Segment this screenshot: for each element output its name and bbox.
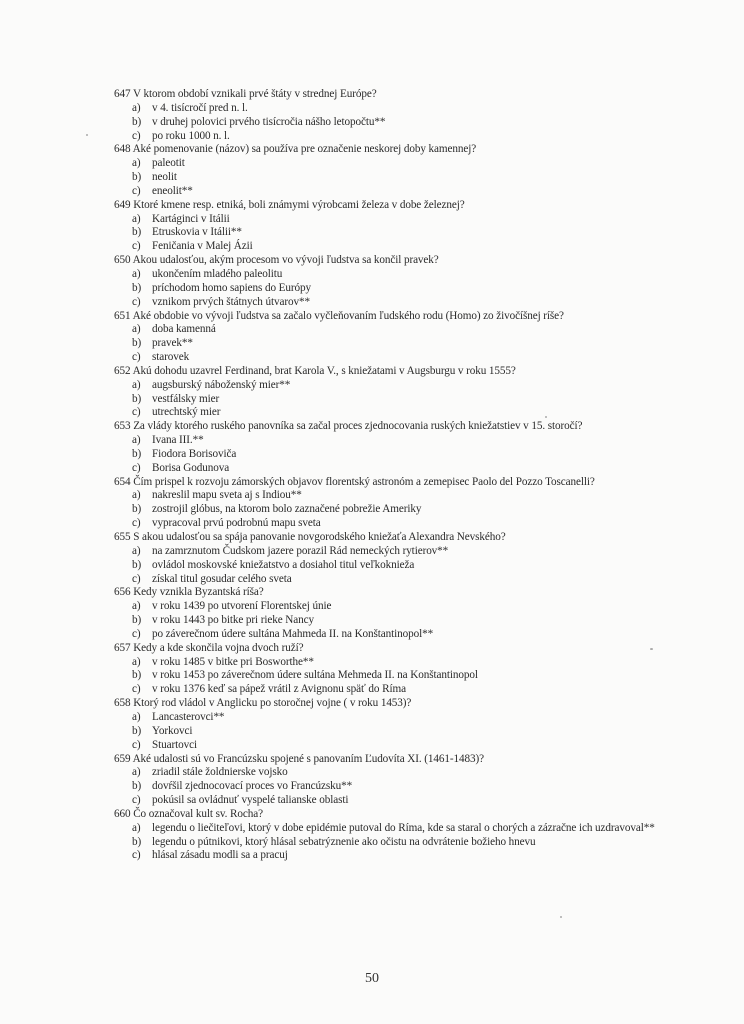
question-660 [114, 808, 674, 863]
answer-option [114, 448, 674, 462]
answer-letter: b) [132, 337, 142, 350]
answer-letter: c) [132, 351, 141, 364]
answer-text: v roku 1453 po záverečnom údere sultána Mehmeda II. na Konštantinopol [152, 669, 478, 682]
answer-text: Fiodora Borisoviča [152, 447, 237, 460]
answer-option [114, 282, 674, 296]
answer-text: v roku 1439 po utvorení Florentskej únie [152, 600, 332, 613]
answer-letter: b) [132, 835, 142, 848]
question-651 [114, 310, 674, 365]
answer-letter: c) [132, 295, 141, 308]
answer-letter: b) [132, 780, 142, 793]
scan-speck [650, 648, 653, 650]
answer-text: po roku 1000 n. l. [152, 129, 230, 142]
answer-letter: a) [132, 766, 141, 779]
question-text: Kedy vznikla Byzantská ríša? [133, 586, 264, 599]
question-text: Aké udalosti sú vo Francúzsku spojené s panovaním Ľudovíta XI. (1461-1483)? [132, 752, 484, 765]
answer-text: ukončením mladého paleolitu [152, 267, 283, 280]
question-line [114, 586, 674, 600]
answer-option [114, 379, 674, 393]
question-650 [114, 254, 674, 309]
answer-text: dovŕšil zjednocovací proces vo Francúzsku** [152, 780, 353, 793]
question-647 [114, 88, 674, 143]
scan-speck [545, 416, 547, 418]
answer-letter: c) [132, 849, 141, 862]
question-number: 653 [114, 420, 131, 433]
question-line [114, 642, 674, 656]
answer-option [114, 559, 674, 573]
question-number: 654 [114, 475, 131, 488]
question-text: Čo označoval kult sv. Rocha? [133, 807, 263, 820]
answer-text: vypracoval prvú podrobnú mapu sveta [152, 517, 321, 530]
answer-text: v 4. tisícročí pred n. l. [152, 101, 248, 114]
answer-letter: c) [132, 683, 141, 696]
answer-letter: b) [132, 392, 142, 405]
question-line [114, 420, 674, 434]
answer-letter: b) [132, 724, 142, 737]
answer-option [114, 102, 674, 116]
question-number: 649 [114, 198, 131, 211]
answer-text: po záverečnom údere sultána Mahmeda II. na Konštantinopol** [152, 627, 434, 640]
question-text: Akou udalosťou, akým procesom vo vývoji ľudstva sa končil pravek? [132, 254, 439, 267]
answer-letter: c) [132, 461, 141, 474]
question-line [114, 697, 674, 711]
answer-text: zostrojil glóbus, na ktorom bolo zaznačené pobrežie Ameriky [152, 503, 422, 516]
answer-letter: c) [132, 406, 141, 419]
answer-option [114, 794, 674, 808]
question-line [114, 808, 674, 822]
answer-letter: a) [132, 101, 141, 114]
answer-option [114, 822, 674, 836]
question-text: Ktorý rod vládol v Anglicku po storočnej vojne ( v roku 1453)? [133, 697, 412, 710]
question-text: Za vlády ktorého ruského panovníka sa začal proces zjednocovania ruských kniežatstiev v 15. storočí? [133, 420, 583, 433]
answer-text: Stuartovci [152, 738, 197, 751]
answer-text: Feničania v Malej Ázii [152, 240, 253, 253]
answer-option [114, 503, 674, 517]
question-number: 647 [114, 88, 131, 100]
answer-option [114, 628, 674, 642]
answer-text: augsburský náboženský mier** [152, 378, 291, 391]
question-658 [114, 697, 674, 752]
question-649 [114, 199, 674, 254]
answer-option [114, 766, 674, 780]
answer-option [114, 351, 674, 365]
answer-letter: a) [132, 434, 141, 447]
question-number: 657 [114, 641, 131, 654]
answer-letter: a) [132, 821, 141, 834]
answer-text: hlásal zásadu modli sa a pracuj [152, 849, 288, 862]
answer-letter: c) [132, 240, 141, 253]
answer-text: Borisa Godunova [152, 461, 230, 474]
answer-text: na zamrznutom Čudskom jazere porazil Rád nemeckých rytierov** [152, 544, 449, 557]
answer-text: v druhej polovici prvého tisícročia nášho letopočtu** [152, 115, 386, 128]
answer-option [114, 213, 674, 227]
answer-letter: b) [132, 669, 142, 682]
answer-letter: a) [132, 378, 141, 391]
answer-option [114, 116, 674, 130]
answer-text: Lancasterovci** [152, 710, 225, 723]
answer-option [114, 573, 674, 587]
question-line [114, 143, 674, 157]
page-number: 50 [365, 971, 379, 986]
answer-option [114, 725, 674, 739]
answer-letter: a) [132, 157, 141, 170]
scan-speck [560, 916, 562, 918]
answer-option [114, 406, 674, 420]
question-number: 655 [114, 531, 131, 543]
answer-option [114, 600, 674, 614]
answer-text: starovek [152, 351, 190, 364]
answer-text: zriadil stále žoldnierske vojsko [152, 766, 288, 779]
answer-text: Kartáginci v Itálii [152, 212, 230, 225]
answer-text: vznikom prvých štátnych útvarov** [152, 295, 310, 308]
answer-text: doba kamenná [152, 323, 216, 336]
answer-option [114, 393, 674, 407]
answer-option [114, 130, 674, 144]
answer-letter: a) [132, 323, 141, 336]
answer-letter: a) [132, 655, 141, 668]
answer-option [114, 296, 674, 310]
answer-letter: a) [132, 267, 141, 280]
answer-text: paleotit [152, 157, 185, 170]
answer-text: legendu o liečiteľovi, ktorý v dobe epidémie putoval do Ríma, kde sa staral o chorých a zázračne ich uzdravoval** [152, 821, 655, 834]
answer-option [114, 614, 674, 628]
answer-option [114, 337, 674, 351]
question-text: Kedy a kde skončila vojna dvoch ruží? [133, 641, 304, 654]
answer-letter: c) [132, 572, 141, 585]
answer-letter: c) [132, 184, 141, 197]
question-line [114, 310, 674, 324]
question-number: 656 [114, 586, 131, 599]
answer-letter: a) [132, 489, 141, 502]
answer-text: získal titul gosudar celého sveta [152, 572, 292, 585]
answer-option [114, 545, 674, 559]
answer-letter: b) [132, 281, 142, 294]
answer-option [114, 171, 674, 185]
question-number: 651 [114, 309, 131, 322]
question-text: Ktoré kmene resp. etniká, boli známymi výrobcami železa v dobe železnej? [133, 198, 465, 211]
answer-option [114, 836, 674, 850]
answer-letter: b) [132, 614, 142, 627]
answer-letter: b) [132, 447, 142, 460]
answer-option [114, 669, 674, 683]
answer-letter: b) [132, 226, 142, 239]
answer-letter: b) [132, 503, 142, 516]
question-text: S akou udalosťou sa spája panovanie novgorodského kniežaťa Alexandra Nevského? [133, 531, 506, 543]
question-657 [114, 642, 674, 697]
answer-option [114, 489, 674, 503]
question-line [114, 88, 674, 102]
answer-option [114, 711, 674, 725]
answer-option [114, 226, 674, 240]
answer-option [114, 849, 674, 863]
question-text: Aké obdobie vo vývoji ľudstva sa začalo vyčleňovaním ľudského rodu (Homo) zo živočíšnej ríše? [132, 309, 564, 322]
question-654 [114, 476, 674, 531]
question-652 [114, 365, 674, 420]
answer-text: Yorkovci [152, 724, 193, 737]
question-653 [114, 420, 674, 475]
answer-letter: c) [132, 517, 141, 530]
answer-option [114, 434, 674, 448]
question-line [114, 753, 674, 767]
answer-letter: a) [132, 600, 141, 613]
answer-option [114, 323, 674, 337]
question-text: Aké pomenovanie (názov) sa používa pre označenie neskorej doby kamennej? [132, 143, 477, 156]
question-list [114, 88, 674, 863]
answer-option [114, 517, 674, 531]
answer-text: utrechtský mier [152, 406, 221, 419]
answer-option [114, 780, 674, 794]
answer-text: nakreslil mapu sveta aj s Indiou** [152, 489, 302, 502]
question-656 [114, 586, 674, 641]
answer-text: v roku 1443 po bitke pri rieke Nancy [152, 614, 314, 627]
question-text: Čím prispel k rozvoju zámorských objavov florentský astronóm a zemepisec Paolo del Pozzo Toscanelli? [133, 475, 595, 488]
answer-text: ovládol moskovské kniežatstvo a dosiahol titul veľkoknieža [152, 558, 415, 571]
answer-option [114, 656, 674, 670]
answer-text: Ivana III.** [152, 434, 204, 447]
answer-letter: a) [132, 544, 141, 557]
answer-text: pokúsil sa ovládnuť vyspelé talianske oblasti [152, 794, 349, 807]
question-line [114, 531, 674, 545]
answer-text: v roku 1485 v bitke pri Bosworthe** [152, 655, 314, 668]
answer-option [114, 157, 674, 171]
answer-letter: c) [132, 129, 141, 142]
answer-option [114, 185, 674, 199]
answer-text: eneolit** [152, 184, 193, 197]
answer-letter: c) [132, 627, 141, 640]
answer-text: v roku 1376 keď sa pápež vrátil z Avignonu späť do Ríma [152, 683, 406, 696]
question-659 [114, 753, 674, 808]
question-number: 648 [114, 143, 131, 156]
question-number: 650 [114, 254, 131, 267]
question-text: V ktorom období vznikali prvé štáty v strednej Európe? [132, 88, 377, 100]
question-line [114, 365, 674, 379]
question-text: Akú dohodu uzavrel Ferdinand, brat Karola V., s kniežatami v Augsburgu v roku 1555? [132, 364, 516, 377]
question-line [114, 199, 674, 213]
answer-text: Etruskovia v Itálii** [152, 226, 242, 239]
answer-letter: b) [132, 171, 142, 184]
answer-text: vestfálsky mier [152, 392, 220, 405]
question-line [114, 254, 674, 268]
question-648 [114, 143, 674, 198]
answer-text: legendu o pútnikovi, ktorý hlásal sebatrýznenie ako očistu na odvrátenie božieho hnevu [152, 835, 536, 848]
answer-option [114, 462, 674, 476]
answer-letter: a) [132, 212, 141, 225]
answer-option [114, 268, 674, 282]
answer-letter: b) [132, 115, 142, 128]
answer-option [114, 240, 674, 254]
answer-text: neolit [152, 171, 177, 184]
answer-text: príchodom homo sapiens do Európy [152, 281, 311, 294]
answer-letter: c) [132, 738, 141, 751]
answer-option [114, 683, 674, 697]
answer-text: pravek** [152, 337, 193, 350]
question-number: 658 [114, 697, 131, 710]
question-number: 660 [114, 807, 131, 820]
question-line [114, 476, 674, 490]
question-number: 652 [114, 364, 131, 377]
answer-letter: c) [132, 794, 141, 807]
answer-option [114, 739, 674, 753]
scan-speck [86, 134, 88, 136]
answer-letter: b) [132, 558, 142, 571]
question-655 [114, 531, 674, 586]
answer-letter: a) [132, 710, 141, 723]
question-number: 659 [114, 752, 131, 765]
